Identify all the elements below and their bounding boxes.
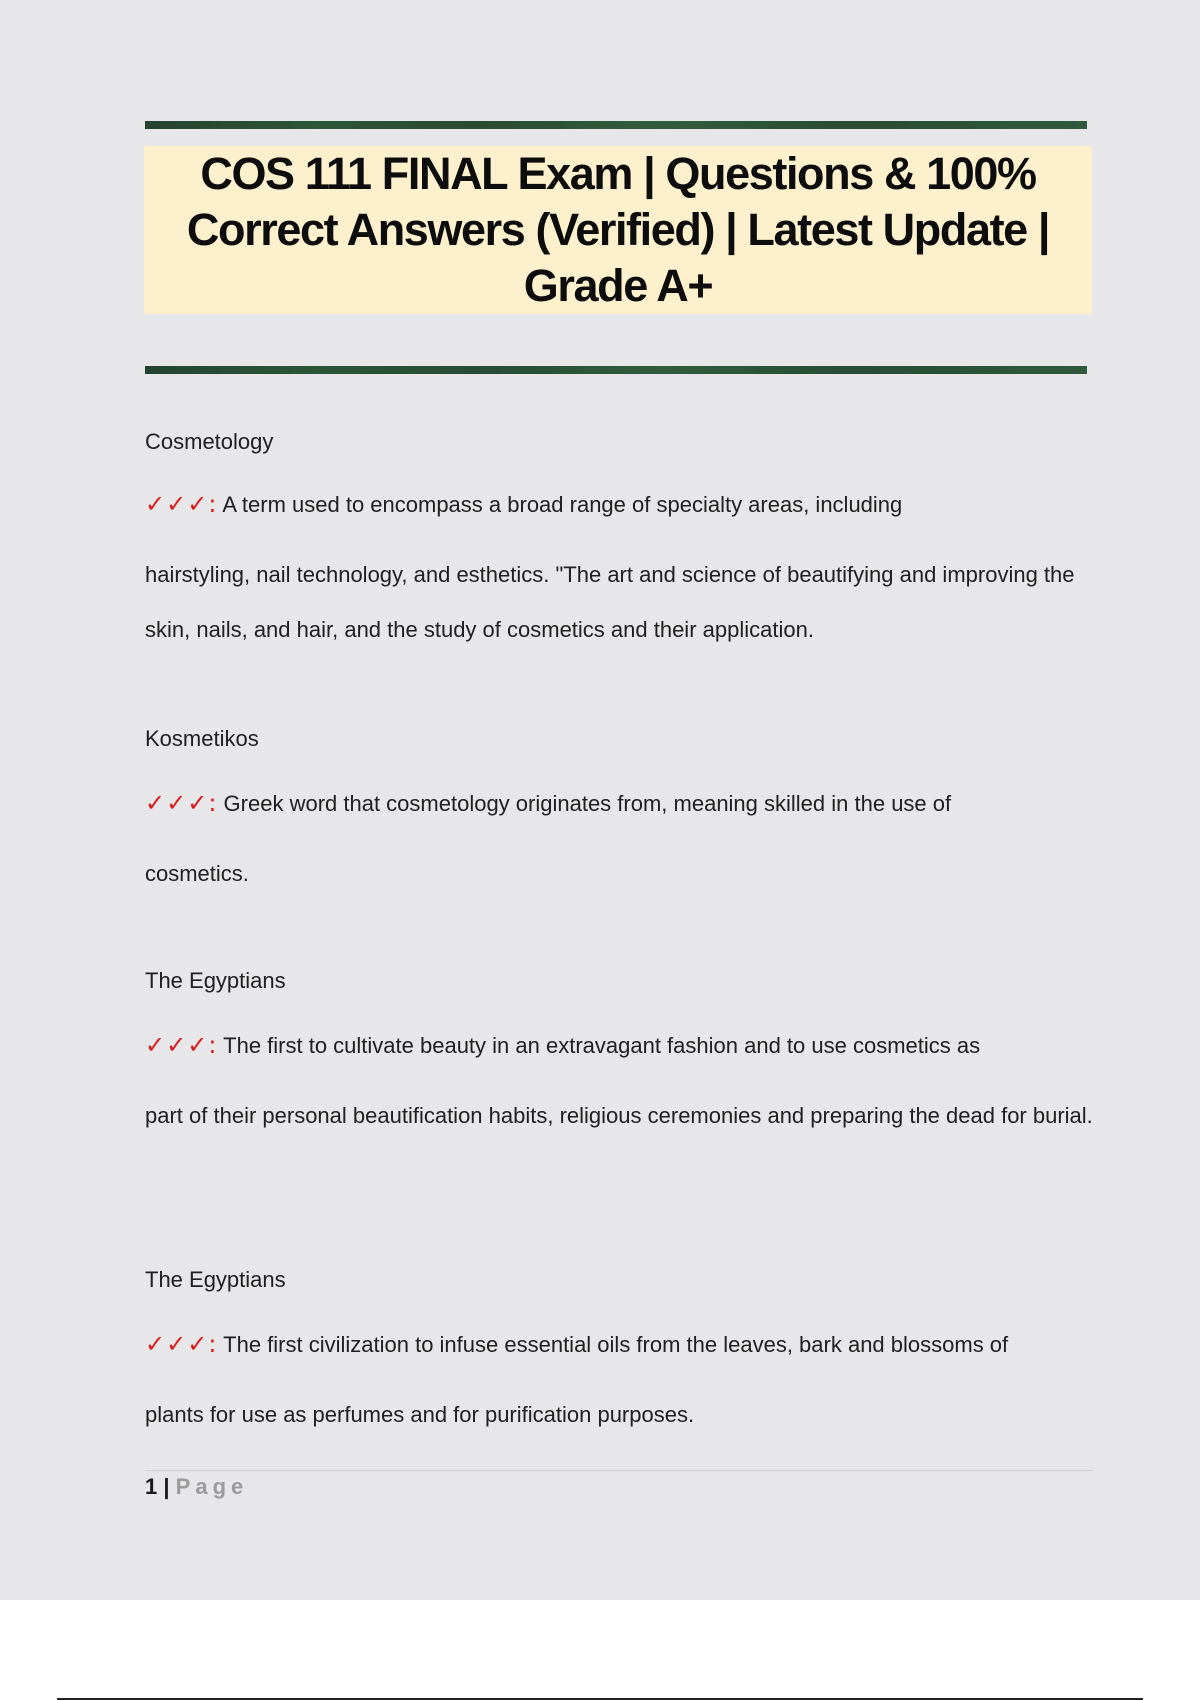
document-title: COS 111 FINAL Exam | Questions & 100% Correct Answers (Verified) | Latest Update | Grade A+ [186,148,1050,311]
answer-first-line-text: The first to cultivate beauty in an extravagant fashion and to use cosmetics as [223,1033,981,1058]
footer-divider [145,1470,1093,1471]
triple-check-icon: ✓✓✓: [145,1031,218,1059]
entry-term: Cosmetology [145,429,274,454]
entry-answer-rest: part of their personal beautification habits, religious ceremonies and preparing the dead for burial. [145,1103,1093,1128]
answer-first-line-text: Greek word that cosmetology originates from, meaning skilled in the use of [223,791,952,816]
triple-check-icon: ✓✓✓: [145,490,218,518]
title-bottom-rule [145,366,1087,374]
entry-answer-rest: plants for use as perfumes and for purification purposes. [145,1402,695,1427]
triple-check-icon: ✓✓✓: [145,1330,218,1358]
qa-entry-kosmetikos [145,725,1095,901]
answer-first-line-text: A term used to encompass a broad range of specialty areas, including [222,492,903,517]
answer-first-line-text: The first civilization to infuse essential oils from the leaves, bark and blossoms of [223,1332,1009,1357]
qa-entry-egyptians-cosmetics [145,967,1095,1143]
entry-term: The Egyptians [145,968,286,993]
entry-answer-first-line [145,789,1095,818]
page-number-separator: | [163,1474,170,1499]
entry-term: Kosmetikos [145,726,259,751]
title-banner [144,146,1092,314]
page-number-footer [145,1474,248,1500]
title-top-rule [145,121,1087,129]
entry-answer-rest: cosmetics. [145,861,249,886]
page-label: Page [175,1474,249,1499]
triple-check-icon: ✓✓✓: [145,789,218,817]
entry-answer-first-line [145,490,1095,519]
qa-entry-cosmetology [145,428,1095,657]
entry-answer-first-line [145,1330,1095,1359]
qa-entry-egyptians-oils [145,1266,1095,1442]
entry-term: The Egyptians [145,1267,286,1292]
entry-answer-rest: hairstyling, nail technology, and esthetics. "The art and science of beautifying and improving the skin, nails, and hair, and the study of cosmetics and their application. [145,562,1075,642]
entry-answer-first-line [145,1031,1095,1060]
page-number: 1 [145,1474,158,1499]
